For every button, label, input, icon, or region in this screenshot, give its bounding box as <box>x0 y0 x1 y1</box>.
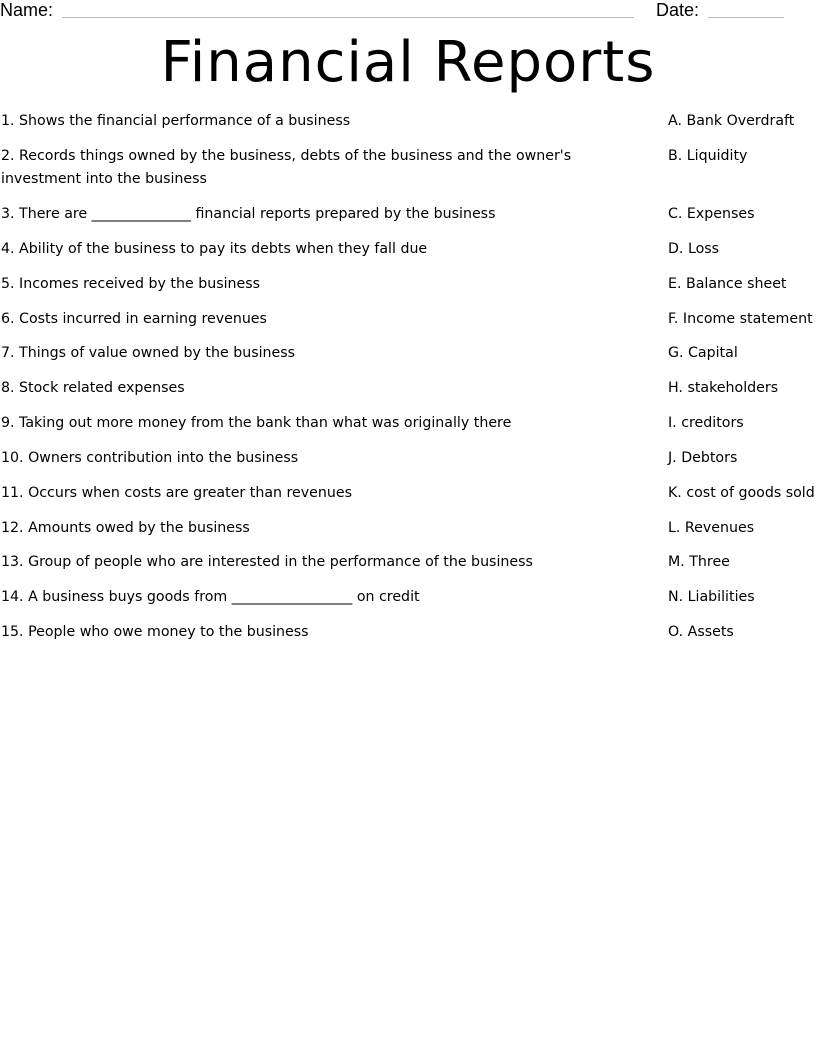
clue-text: 7. Things of value owned by the business <box>1 345 296 361</box>
clue-text: 1. Shows the financial performance of a business <box>1 113 351 129</box>
worksheet-header <box>0 0 816 22</box>
clue-text: 12. Amounts owed by the business <box>1 520 250 536</box>
clue-text: 4. Ability of the business to pay its debts when they fall due <box>1 241 428 257</box>
clue-text: 3. There are ______________ financial reports prepared by the business <box>1 206 496 222</box>
answer-option: C. Expenses <box>668 206 755 222</box>
answer-option: N. Liabilities <box>668 589 755 605</box>
date-blank-line <box>708 0 784 18</box>
page-title: Financial Reports <box>160 30 656 95</box>
clue-text: 9. Taking out more money from the bank than what was originally there <box>1 415 512 431</box>
answer-option: J. Debtors <box>668 450 738 466</box>
answer-option: B. Liquidity <box>668 148 748 164</box>
answer-option: G. Capital <box>668 345 738 361</box>
clue-text: 14. A business buys goods from _________________ on credit <box>1 589 420 605</box>
clue-text: 11. Occurs when costs are greater than revenues <box>1 485 352 501</box>
name-label: Name: <box>0 0 54 20</box>
clue-text: 2. Records things owned by the business, debts of the business and the owner's investment into the business <box>1 148 572 187</box>
clue-text: 10. Owners contribution into the business <box>1 450 299 466</box>
answer-option: O. Assets <box>668 624 734 640</box>
answer-option: F. Income statement <box>668 311 813 327</box>
name-blank-line <box>62 0 634 18</box>
date-label: Date: <box>656 0 700 20</box>
answer-option: M. Three <box>668 554 730 570</box>
answer-option: L. Revenues <box>668 520 755 536</box>
answer-option: I. creditors <box>668 415 744 431</box>
answer-option: E. Balance sheet <box>668 276 787 292</box>
answer-option: K. cost of goods sold <box>668 485 815 501</box>
clue-text: 6. Costs incurred in earning revenues <box>1 311 267 327</box>
clue-text: 5. Incomes received by the business <box>1 276 261 292</box>
answer-option: A. Bank Overdraft <box>668 113 795 129</box>
clue-text: 13. Group of people who are interested in the performance of the business <box>1 554 533 570</box>
clue-text: 15. People who owe money to the business <box>1 624 309 640</box>
answer-option: D. Loss <box>668 241 720 257</box>
clue-text: 8. Stock related expenses <box>1 380 185 396</box>
answer-option: H. stakeholders <box>668 380 779 396</box>
